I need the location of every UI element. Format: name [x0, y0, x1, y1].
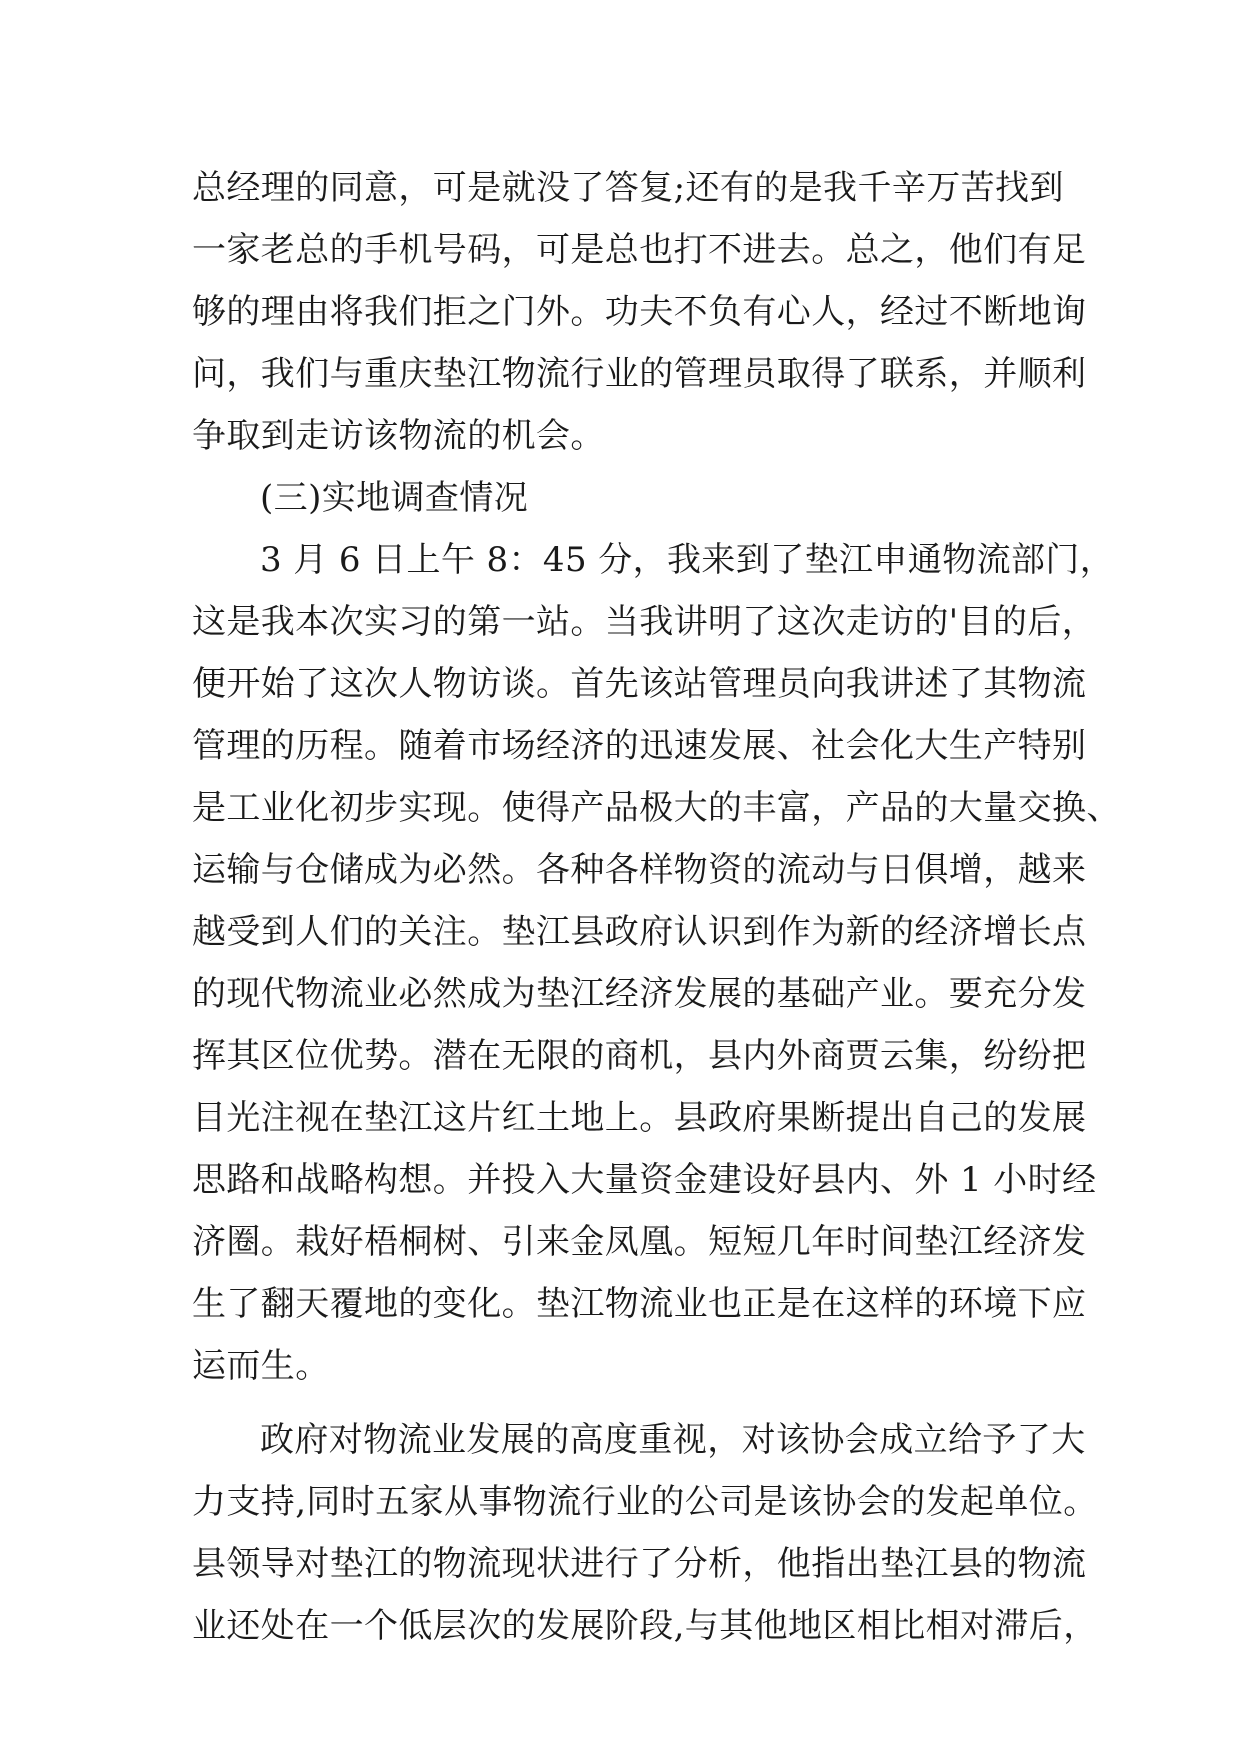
text-line: 思路和战略构想。并投入大量资金建设好县内、外 1 小时经 — [192, 1160, 1097, 1200]
text-line: 越受到人们的关注。垫江县政府认识到作为新的经济增长点 — [192, 912, 1087, 952]
text-line: 这是我本次实习的第一站。当我讲明了这次走访的'目的后， — [192, 602, 1097, 642]
text-line: 业还处在一个低层次的发展阶段,与其他地区相比相对滞后， — [192, 1606, 1098, 1646]
text-line: 政府对物流业发展的高度重视，对该协会成立给予了大 — [260, 1420, 1086, 1460]
text-line: 总经理的同意，可是就没了答复;还有的是我千辛万苦找到 — [192, 168, 1064, 208]
text-line: 一家老总的手机号码，可是总也打不进去。总之，他们有足 — [192, 230, 1087, 270]
text-line: 争取到走访该物流的机会。 — [192, 416, 605, 456]
text-line: 济圈。栽好梧桐树、引来金凤凰。短短几年时间垫江经济发 — [192, 1222, 1087, 1262]
text-line: 运而生。 — [192, 1346, 330, 1386]
paragraph — [192, 1409, 1098, 1657]
text-line: 目光注视在垫江这片红土地上。县政府果断提出自己的发展 — [192, 1098, 1087, 1138]
text-line: 是工业化初步实现。使得产品极大的丰富，产品的大量交换、 — [192, 788, 1121, 828]
text-line: 县领导对垫江的物流现状进行了分析，他指出垫江县的物流 — [192, 1544, 1087, 1584]
text-line: 运输与仓储成为必然。各种各样物资的流动与日俱增，越来 — [192, 850, 1087, 890]
document-body — [192, 157, 1121, 1657]
text-line: 生了翻天覆地的变化。垫江物流业也正是在这样的环境下应 — [192, 1284, 1087, 1324]
text-line: 的现代物流业必然成为垫江经济发展的基础产业。要充分发 — [192, 974, 1087, 1014]
text-line: 3 月 6 日上午 8：45 分，我来到了垫江申通物流部门， — [260, 540, 1115, 580]
heading-text: (三)实地调查情况 — [260, 478, 529, 518]
section-heading — [192, 467, 1052, 529]
paragraph — [192, 529, 1121, 1397]
text-line: 挥其区位优势。潜在无限的商机，县内外商贾云集，纷纷把 — [192, 1036, 1087, 1076]
text-line: 便开始了这次人物访谈。首先该站管理员向我讲述了其物流 — [192, 664, 1087, 704]
paragraph-continuation — [192, 157, 1087, 467]
text-line: 问，我们与重庆垫江物流行业的管理员取得了联系，并顺利 — [192, 354, 1087, 394]
text-line: 够的理由将我们拒之门外。功夫不负有心人，经过不断地询 — [192, 292, 1087, 332]
text-line: 力支持,同时五家从事物流行业的公司是该协会的发起单位。 — [192, 1482, 1098, 1522]
text-line: 管理的历程。随着市场经济的迅速发展、社会化大生产特别 — [192, 726, 1087, 766]
